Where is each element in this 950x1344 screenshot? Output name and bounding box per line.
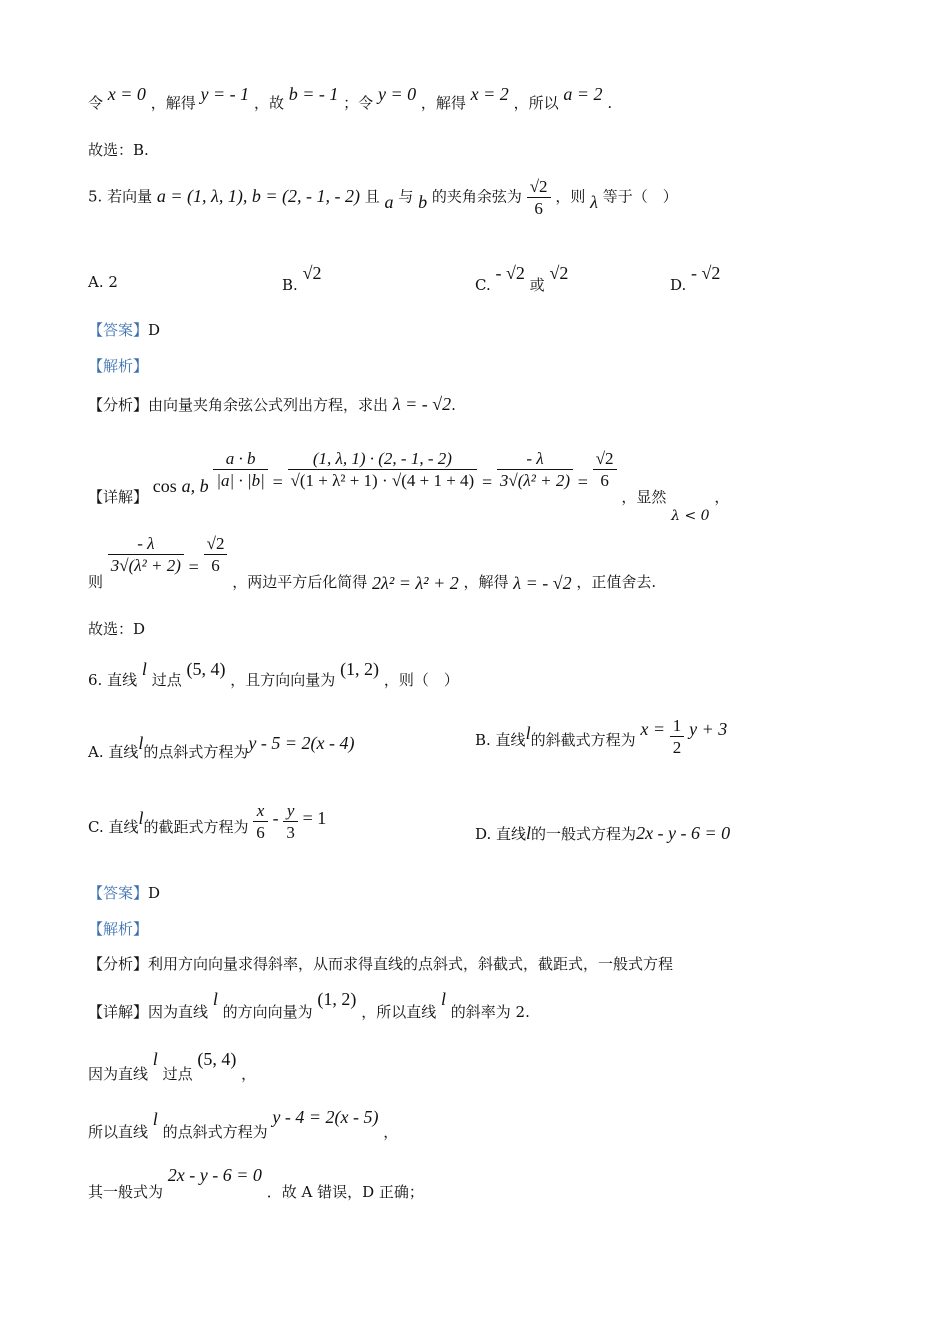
- text: 的夹角余弦为: [431, 187, 522, 206]
- question-6: 6. 直线 l 过点 (5, 4) ，且方向向量为 (1, 2) ，则（ ）: [88, 659, 459, 689]
- math: x = 0: [107, 84, 146, 104]
- math: a: [384, 191, 394, 212]
- text: .: [607, 94, 613, 112]
- math: - √2: [495, 263, 525, 283]
- text: ，所以: [513, 94, 559, 112]
- math: a = 2: [563, 84, 603, 104]
- math: y = 0: [377, 84, 417, 104]
- option-a: A. 2: [88, 273, 118, 291]
- option-6c: C. 直线l的截距式方程为 $\frac{x}{6}$ - $\frac{y}{3}$ = 1: [88, 801, 327, 842]
- text: 等于（ ）: [602, 187, 678, 206]
- analysis-header-6: 【解析】: [88, 920, 149, 938]
- fraction: $\frac{a \cdot b}{|a| \cdot |b|}$: [213, 450, 267, 489]
- detail-6-general: 其一般式为 2x - y - 6 = 0 ．故 A 错误，D 正确；: [88, 1165, 424, 1201]
- question-number: 5.: [88, 187, 103, 206]
- answer-choice-line: 故选：B.: [88, 141, 149, 159]
- text: 若向量: [107, 187, 153, 206]
- fraction: $\frac{√2}{6}$: [593, 450, 617, 489]
- text: ，解得: [420, 94, 466, 112]
- text: ，则: [555, 187, 586, 206]
- answer-choice-5: 故选：D: [88, 620, 146, 638]
- analysis-header-5: 【解析】: [88, 357, 149, 375]
- fraction: $\frac{(1, \lambda, 1) \cdot (2, - 1, - 2)}{\text{√(1 + λ² + 1) · √(4 + 1 + 4)}}$: [288, 450, 478, 489]
- fraction: $\frac{√2}{6}$: [527, 178, 551, 217]
- text: 与: [398, 187, 414, 206]
- detail-6-point-slope: 所以直线 l 的点斜式方程为 y - 4 = 2(x - 5) ，: [88, 1107, 399, 1141]
- question-5: [88, 178, 678, 217]
- analysis-5: 【分析】由向量夹角余弦公式列出方程，求出 λ = - √2.: [88, 394, 456, 414]
- math: y = - 1: [200, 84, 250, 104]
- text: ；令: [343, 94, 374, 112]
- detail-6: 【详解】因为直线 l 的方向向量为 (1, 2) ，所以直线 l 的斜率为 2.: [88, 989, 530, 1021]
- fraction: $\frac{- \lambda}{\text{3√(λ² + 2)}}$: [497, 450, 573, 489]
- fraction: $\frac{1}{2}$: [670, 717, 685, 756]
- math: b: [418, 191, 428, 212]
- answer-5: 【答案】D: [88, 321, 161, 339]
- math: √2: [549, 263, 569, 283]
- option-d: D. - √2: [670, 263, 721, 294]
- math: b = - 1: [288, 84, 339, 104]
- detail-6-point: 因为直线 l 过点 (5, 4) ，: [88, 1049, 257, 1083]
- fraction: $\frac{√2}{6}$: [204, 535, 228, 574]
- text: 且: [364, 187, 380, 206]
- fraction: $\frac{y}{3}$: [283, 802, 298, 841]
- line-solution-ab: [88, 84, 613, 112]
- option-c: C. - √2 或 √2: [475, 263, 569, 294]
- option-6a: A. 直线l的点斜式方程为y - 5 = 2(x - 4): [88, 733, 355, 761]
- detail-5: 【详解】 cos a, b $\frac{a \cdot b}{|a| \cdot |b|}$ = $\frac{(1, \lambda, 1) \cdot (2, - 1, - 2)}{\text{√(1 + λ² + 1) · √(4 + 1 + 4)}}$ = $\frac{- \lambda}{\text{3√(λ² + 2)}}$ = $\frac{√2}{6}$ ，显然 λ < 0 ，: [88, 449, 730, 524]
- fraction: $\frac{- \lambda}{\text{3√(λ² + 2)}}$: [108, 535, 184, 574]
- math: √2: [302, 263, 322, 283]
- option-6d: D. 直线l的一般式方程为2x - y - 6 = 0: [475, 823, 731, 843]
- math: a = (1, λ, 1), b = (2, - 1, - 2): [156, 185, 360, 206]
- analysis-6: 【分析】利用方向向量求得斜率，从而求得直线的点斜式，斜截式，截距式，一般式方程: [88, 955, 674, 973]
- answer-6: 【答案】D: [88, 884, 161, 902]
- text: 令: [88, 94, 104, 112]
- math: - √2: [691, 263, 721, 283]
- math: x = 2: [470, 84, 509, 104]
- text: ，解得: [150, 94, 196, 112]
- math: λ: [590, 191, 598, 212]
- option-b: B. √2: [282, 263, 322, 294]
- option-6b: B. 直线l的斜截式方程为 x = $\frac{1}{2}$ y + 3: [475, 716, 728, 757]
- detail-5-continued: 则 $\frac{- \lambda}{\text{3√(λ² + 2)}}$ = $\frac{√2}{6}$ ，两边平方后化简得 2λ² = λ² + 2 ，解得 λ = - √2 ，正值舍去.: [88, 534, 657, 593]
- text: ，故: [253, 94, 284, 112]
- fraction: $\frac{x}{6}$: [253, 802, 268, 841]
